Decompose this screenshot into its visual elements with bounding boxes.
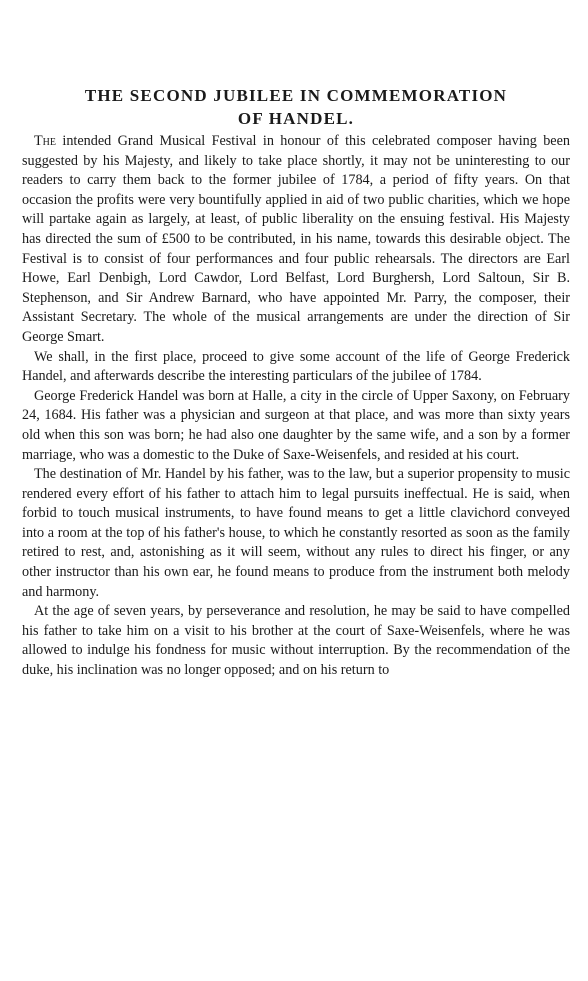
paragraph-1-text: intended Grand Musical Festival in honour of this celebrated composer having been suggested by his Majesty, and likely to take place shortly, it may not be uninteresting to our readers to carry them back to the former jubilee of 1784, a period of fifty years. On that occasion the profits were very bountifully applied in aid of two public charities, which we hope will partake again as largely, at least, of public liberality on the ensuing festival. His Majesty has directed the sum of £500 to be contributed, in his name, towards this desirable object. The Festival is to consist of four performances and four public rehearsals. The directors are Earl Howe, Earl Denbigh, Lord Cawdor, Lord Belfast, Lord Burghersh, Lord Saltoun, Sir B. Stephenson, and Sir Andrew Barnard, who have appointed Mr. Parry, the composer, their Assistant Secretary. The whole of the musical arrangements are under the direction of Sir George Smart.: [22, 133, 570, 345]
paragraph-1-lead: The: [34, 133, 56, 149]
paragraph-2: [22, 348, 570, 387]
paragraph-3: [22, 387, 570, 465]
paragraph-4: [22, 465, 570, 602]
paragraph-4-text: The destination of Mr. Handel by his father, was to the law, but a superior propensity to music rendered every effort of his father to attach him to legal pursuits ineffectual. He is said, when forbid to touch musical instruments, to have found means to get a little clavichord conveyed into a room at the top of his father's house, to which he constantly resorted as soon as the family retired to rest, and, astonishing as it will seem, without any rules to direct his finger, or any other instructor than his own ear, he found means to produce from the instrument both melody and harmony.: [22, 466, 570, 600]
paragraph-3-text: George Frederick Handel was born at Halle, a city in the circle of Upper Saxony, on February 24, 1684. His father was a physician and surgeon at that place, and was more than sixty years old when this son was born; he had also one daughter by the same wife, and a son by a former marriage, who was a domestic to the Duke of Saxe-Weisenfels, and resided at his court.: [22, 387, 570, 463]
paragraph-1: [22, 132, 570, 348]
title-line-2: OF HANDEL.: [237, 109, 355, 128]
paragraph-5-text: At the age of seven years, by perseverance and resolution, he may be said to have compelled his father to take him on a visit to his brother at the court of Saxe-Weisenfels, where he was allowed to indulge his fondness for music without interruption. By the recommendation of the duke, his inclination was no longer opposed; and on his return to: [22, 603, 570, 679]
article-title: [22, 84, 570, 130]
paragraph-2-text: We shall, in the first place, proceed to give some account of the life of George Frederick Handel, and afterwards describe the interesting particulars of the jubilee of 1784.: [22, 348, 570, 385]
title-line-1: THE SECOND JUBILEE IN COMMEMORATION: [84, 86, 508, 105]
document-page: [22, 84, 570, 681]
paragraph-5: [22, 602, 570, 680]
